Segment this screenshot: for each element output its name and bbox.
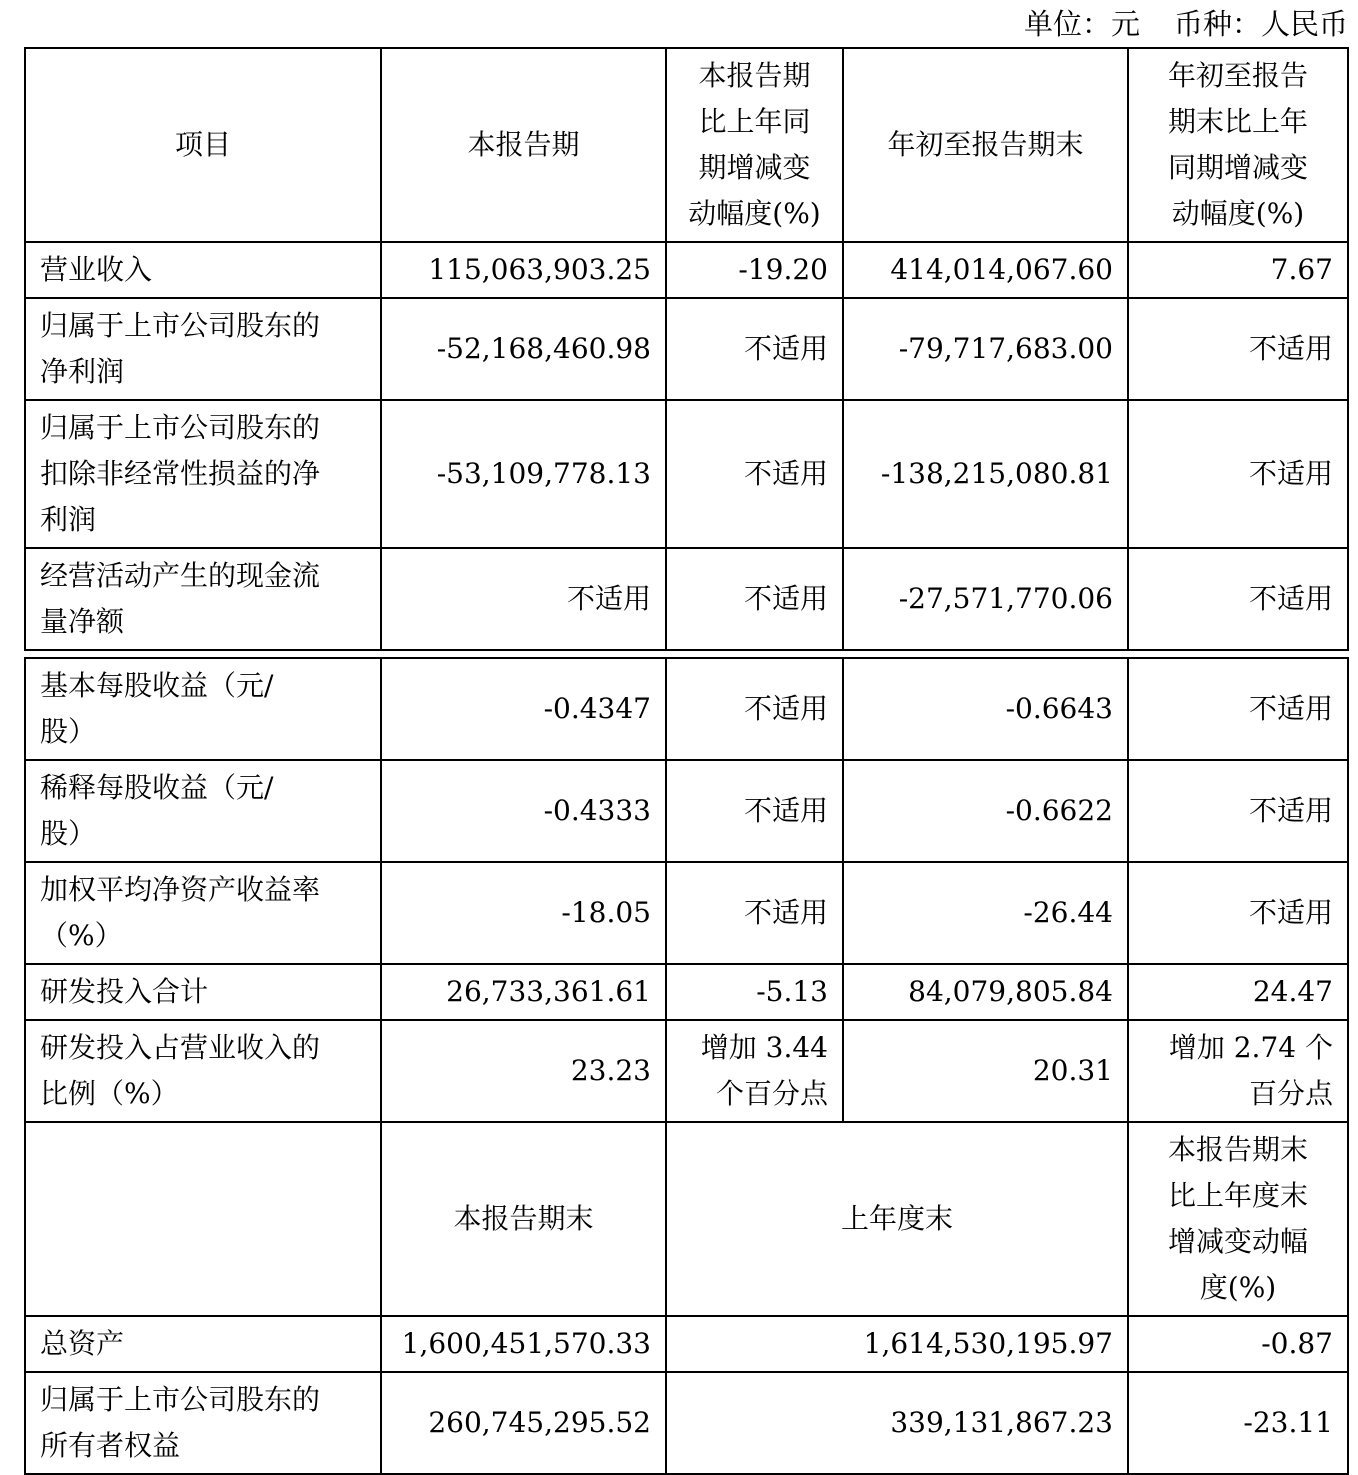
row-current-change-line: -5.13: [756, 975, 828, 1008]
row-current-change: [666, 760, 843, 862]
row-ytd-change-line: 不适用: [1248, 457, 1333, 490]
header-item-empty: [25, 1122, 381, 1316]
row-ytd-change-line: 不适用: [1248, 794, 1333, 827]
header-balance-change-line: 增减变动幅: [1167, 1225, 1308, 1258]
row-current-change-line: 不适用: [743, 692, 828, 725]
row-ytd-change-line: 7.67: [1270, 253, 1333, 286]
row-item-line: 研发投入合计: [40, 975, 209, 1008]
header-current-change-line: 比上年同: [698, 105, 811, 138]
table-row: [25, 548, 1348, 650]
section-gap-cell: [381, 650, 666, 658]
row-prior-year-end: 339,131,867.23: [666, 1372, 1128, 1474]
row-ytd-change: [1128, 658, 1348, 760]
row-item-line: 归属于上市公司股东的: [40, 1383, 321, 1416]
row-ytd-change: [1128, 862, 1348, 964]
row-current-period: -52,168,460.98: [381, 298, 666, 400]
row-current-change-line: 不适用: [743, 582, 828, 615]
row-current-change: [666, 242, 843, 298]
row-item-line: 归属于上市公司股东的: [40, 309, 321, 342]
row-item: [25, 1316, 381, 1372]
row-current-change: [666, 400, 843, 548]
row-item: [25, 1020, 381, 1122]
financial-data-table: [24, 47, 1349, 1475]
row-item-line: 股）: [40, 817, 97, 850]
row-current-change-line: -19.20: [738, 253, 828, 286]
row-ytd-change-line: 24.47: [1252, 975, 1333, 1008]
section-gap-cell: [1128, 650, 1348, 658]
row-item-line: 经营活动产生的现金流: [40, 559, 321, 592]
row-item-line: 净利润: [40, 355, 125, 388]
row-ytd: -27,571,770.06: [843, 548, 1128, 650]
row-ytd: 84,079,805.84: [843, 964, 1128, 1020]
row-current-period: -0.4333: [381, 760, 666, 862]
row-ytd-change-line: 百分点: [1248, 1077, 1333, 1110]
unit-label: 单位：元: [1023, 7, 1140, 41]
header-prior-year-end: 上年度末: [666, 1122, 1128, 1316]
row-ytd: -26.44: [843, 862, 1128, 964]
row-item: [25, 400, 381, 548]
row-item: [25, 964, 381, 1020]
row-ytd-change-line: 不适用: [1248, 582, 1333, 615]
row-period-end: 260,745,295.52: [381, 1372, 666, 1474]
row-current-change: [666, 964, 843, 1020]
header-ytd: 年初至报告期末: [843, 48, 1128, 242]
row-ytd-change: [1128, 298, 1348, 400]
row-item-line: 量净额: [40, 605, 125, 638]
row-item: [25, 658, 381, 760]
row-item-line: 基本每股收益（元/: [40, 669, 274, 702]
row-current-change-line: 不适用: [743, 332, 828, 365]
row-ytd-change-line: 不适用: [1248, 692, 1333, 725]
table-row: [25, 658, 1348, 760]
row-current-change: [666, 1020, 843, 1122]
header-balance-change-line: 本报告期末: [1167, 1133, 1308, 1166]
row-current-change: [666, 862, 843, 964]
row-item-line: 股）: [40, 715, 97, 748]
row-ytd-change: [1128, 242, 1348, 298]
row-ytd-change: [1128, 548, 1348, 650]
header-ytd-change-line: 动幅度(%): [1171, 197, 1305, 230]
row-ytd-change: [1128, 964, 1348, 1020]
row-item-line: 总资产: [40, 1327, 125, 1360]
row-item-line: （%）: [40, 919, 123, 952]
table-row: [25, 862, 1348, 964]
currency-label: 币种：人民币: [1173, 7, 1348, 41]
row-item-line: 营业收入: [40, 253, 153, 286]
header-ytd-change-line: 同期增减变: [1167, 151, 1308, 184]
header-current-period: 本报告期: [381, 48, 666, 242]
row-ytd: 20.31: [843, 1020, 1128, 1122]
row-item-line: 所有者权益: [40, 1429, 181, 1462]
table-row: [25, 242, 1348, 298]
row-item-line: 扣除非经常性损益的净: [40, 457, 321, 490]
row-current-change: [666, 298, 843, 400]
table-row: [25, 1372, 1348, 1474]
table-row: [25, 1316, 1348, 1372]
row-ytd-change-line: 增加 2.74 个: [1168, 1031, 1333, 1064]
row-item: [25, 242, 381, 298]
header-row: [25, 1122, 1348, 1316]
header-ytd-change-line: 年初至报告: [1167, 59, 1308, 92]
row-item-line: 利润: [40, 503, 97, 536]
header-current-change-line: 本报告期: [698, 59, 811, 92]
row-ytd: -138,215,080.81: [843, 400, 1128, 548]
header-item: 项目: [25, 48, 381, 242]
row-current-change-line: 不适用: [743, 896, 828, 929]
header-balance-change-line: 度(%): [1199, 1271, 1277, 1304]
header-ytd-change-line: 期末比上年: [1167, 105, 1308, 138]
header-row: [25, 48, 1348, 242]
row-item-line: 研发投入占营业收入的: [40, 1031, 321, 1064]
row-item: [25, 862, 381, 964]
row-period-end: 1,600,451,570.33: [381, 1316, 666, 1372]
row-current-change-line: 不适用: [743, 457, 828, 490]
section-gap-cell: [666, 650, 843, 658]
row-ytd-change-line: 不适用: [1248, 896, 1333, 929]
header-period-end: 本报告期末: [381, 1122, 666, 1316]
header-balance-change: [1128, 1122, 1348, 1316]
header-balance-change-line: 比上年度末: [1167, 1179, 1308, 1212]
row-ytd-change: [1128, 400, 1348, 548]
row-item: [25, 1372, 381, 1474]
table-row: [25, 964, 1348, 1020]
row-ytd-change: [1128, 1020, 1348, 1122]
table-row: [25, 1020, 1348, 1122]
header-current-change-line: 期增减变: [698, 151, 811, 184]
row-current-change-line: 个百分点: [715, 1077, 828, 1110]
row-current-period: -18.05: [381, 862, 666, 964]
row-item: [25, 760, 381, 862]
row-prior-year-end: 1,614,530,195.97: [666, 1316, 1128, 1372]
row-ytd: 414,014,067.60: [843, 242, 1128, 298]
row-current-period: 115,063,903.25: [381, 242, 666, 298]
row-ytd: -0.6622: [843, 760, 1128, 862]
header-ytd-change: [1128, 48, 1348, 242]
row-current-change: [666, 548, 843, 650]
row-balance-change: -23.11: [1128, 1372, 1348, 1474]
row-current-period: -53,109,778.13: [381, 400, 666, 548]
table-row: [25, 298, 1348, 400]
unit-currency-line: [1024, 4, 1348, 44]
row-item-line: 比例（%）: [40, 1077, 179, 1110]
header-current-change: [666, 48, 843, 242]
row-current-change-line: 不适用: [743, 794, 828, 827]
row-current-period: 23.23: [381, 1020, 666, 1122]
section-gap: [25, 650, 1348, 658]
row-item-line: 归属于上市公司股东的: [40, 411, 321, 444]
row-item: [25, 548, 381, 650]
section-gap-cell: [25, 650, 381, 658]
row-current-period: 26,733,361.61: [381, 964, 666, 1020]
row-current-period: -0.4347: [381, 658, 666, 760]
row-current-change-line: 增加 3.44: [700, 1031, 828, 1064]
row-item-line: 加权平均净资产收益率: [40, 873, 321, 906]
row-balance-change: -0.87: [1128, 1316, 1348, 1372]
row-item-line: 稀释每股收益（元/: [40, 771, 274, 804]
row-ytd: -0.6643: [843, 658, 1128, 760]
table-row: [25, 400, 1348, 548]
row-ytd-change-line: 不适用: [1248, 332, 1333, 365]
table-row: [25, 760, 1348, 862]
section-gap-cell: [843, 650, 1128, 658]
header-current-change-line: 动幅度(%): [688, 197, 821, 230]
row-item: [25, 298, 381, 400]
row-current-change: [666, 658, 843, 760]
row-current-period: 不适用: [381, 548, 666, 650]
row-ytd: -79,717,683.00: [843, 298, 1128, 400]
row-ytd-change: [1128, 760, 1348, 862]
